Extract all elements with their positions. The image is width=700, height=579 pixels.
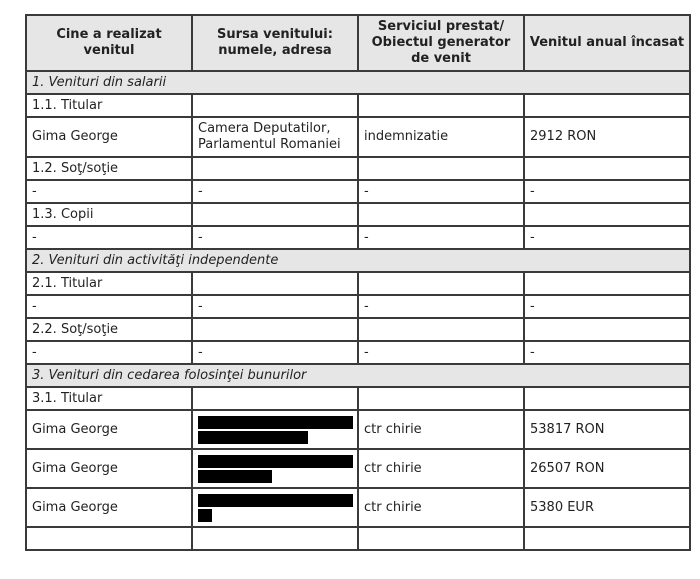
table-cell [358,94,524,117]
table-row [26,527,690,550]
cell-service: ctr chirie [358,449,524,488]
table-cell [192,387,358,410]
section-row [26,364,690,387]
table-cell [524,387,690,410]
cell-income: 26507 RON [524,449,690,488]
subsection-label: 2.2. Soţ/soţie [26,318,192,341]
table-cell [192,203,358,226]
table-cell [192,157,358,180]
cell-income: 2912 RON [524,117,690,157]
section-row [26,249,690,272]
table-cell [358,203,524,226]
table-cell [358,157,524,180]
cell-income: 53817 RON [524,410,690,449]
cell-who: Gima George [26,410,192,449]
table-row [26,157,690,180]
cell-who: Gima George [26,449,192,488]
subsection-label: 2.1. Titular [26,272,192,295]
cell-dash: - [192,341,358,364]
cell-service: ctr chirie [358,488,524,527]
table-cell [524,157,690,180]
table-cell [192,318,358,341]
cell-service: indemnizatie [358,117,524,157]
cell-income: 5380 EUR [524,488,690,527]
table-cell [192,94,358,117]
cell-source-redacted [192,410,358,449]
cell-dash: - [524,341,690,364]
table-row [26,94,690,117]
redaction-bar [198,470,272,483]
table-cell [192,527,358,550]
cell-service: ctr chirie [358,410,524,449]
table-row [26,203,690,226]
subsection-label: 1.1. Titular [26,94,192,117]
table-cell [524,94,690,117]
cell-who: Gima George [26,117,192,157]
subsection-label: 3.1. Titular [26,387,192,410]
table-row [26,387,690,410]
cell-dash: - [358,295,524,318]
cell-dash: - [358,226,524,249]
cell-dash: - [26,226,192,249]
cell-dash: - [524,180,690,203]
header-row [26,15,690,71]
cell-dash: - [26,180,192,203]
table-cell [524,318,690,341]
table-cell [524,203,690,226]
cell-source-redacted [192,488,358,527]
header-source: Sursa venitului: numele, adresa [192,15,358,71]
table-row [26,295,690,318]
table-cell [358,272,524,295]
redaction-bar [198,431,308,444]
section-title: 1. Venituri din salarii [26,71,690,94]
cell-dash: - [358,180,524,203]
section-title: 2. Venituri din activităţi independente [26,249,690,272]
redaction-bar [198,509,212,522]
subsection-label: 1.3. Copii [26,203,192,226]
table-row [26,410,690,449]
table-cell [358,527,524,550]
redaction-bar [198,416,353,429]
cell-source: Camera Deputatilor, Parlamentul Romaniei [192,117,358,157]
cell-source-redacted [192,449,358,488]
income-table [25,14,691,551]
header-service: Serviciul prestat/ Obiectul generator de venit [358,15,524,71]
table-row [26,272,690,295]
table-row [26,117,690,157]
cell-dash: - [524,295,690,318]
header-who: Cine a realizat venitul [26,15,192,71]
table-cell [524,272,690,295]
table-cell [26,527,192,550]
header-income: Venitul anual încasat [524,15,690,71]
cell-dash: - [26,341,192,364]
table-row [26,180,690,203]
section-row [26,71,690,94]
table-cell [358,318,524,341]
cell-dash: - [192,295,358,318]
table-row [26,318,690,341]
cell-dash: - [524,226,690,249]
table-row [26,488,690,527]
section-title: 3. Venituri din cedarea folosinţei bunurilor [26,364,690,387]
cell-dash: - [192,226,358,249]
table-cell [524,527,690,550]
table-cell [192,272,358,295]
subsection-label: 1.2. Soţ/soţie [26,157,192,180]
table-row [26,449,690,488]
cell-dash: - [358,341,524,364]
cell-dash: - [26,295,192,318]
redaction-bar [198,455,353,468]
table-row [26,341,690,364]
cell-who: Gima George [26,488,192,527]
table-row [26,226,690,249]
table-cell [358,387,524,410]
cell-dash: - [192,180,358,203]
redaction-bar [198,494,353,507]
